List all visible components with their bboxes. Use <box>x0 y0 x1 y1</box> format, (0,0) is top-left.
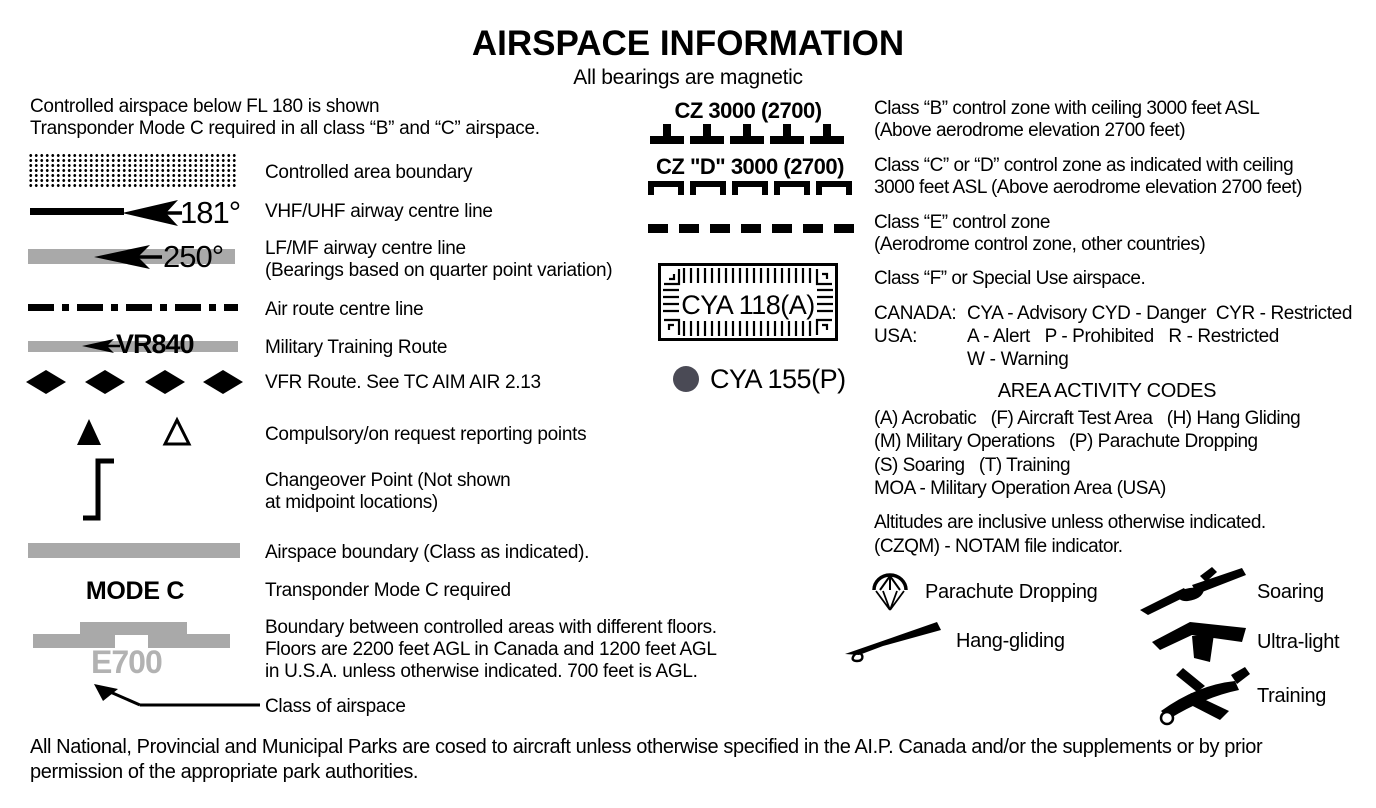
lfmf-bearing-value: 250° <box>163 239 224 274</box>
reporting-points-icon <box>68 416 198 448</box>
controlled-area-boundary-symbol <box>28 153 238 189</box>
changeover-point-icon <box>78 457 126 525</box>
changeover-label-1: Changeover Point (Not shown <box>265 470 511 491</box>
soaring-label: Soaring <box>1257 581 1324 603</box>
floors-label-1: Boundary between controlled areas with different floors. <box>265 617 717 638</box>
air-route-line-symbol <box>28 304 238 311</box>
airspace-boundary-band-symbol <box>28 543 240 558</box>
class-b-desc-1: Class “B” control zone with ceiling 3000 feet ASL <box>874 98 1260 119</box>
ultralight-label: Ultra-light <box>1257 631 1340 653</box>
usa-codes-2: W - Warning <box>967 349 1069 370</box>
class-b-zone-boundary-symbol <box>650 124 846 144</box>
military-route-arrow-icon <box>80 337 120 355</box>
vhf-bearing-value: 181° <box>180 195 241 230</box>
reporting-points-label: Compulsory/on request reporting points <box>265 424 587 445</box>
activity-codes-1: (A) Acrobatic (F) Aircraft Test Area (H) Hang Gliding <box>874 408 1301 429</box>
class-f-point-circle-symbol <box>673 366 699 392</box>
glider-icon <box>1140 566 1248 616</box>
altitudes-note: Altitudes are inclusive unless otherwise indicated. <box>874 512 1266 533</box>
class-f-desc: Class “F” or Special Use airspace. <box>874 268 1146 289</box>
ultralight-icon <box>1150 620 1250 668</box>
lfmf-label: LF/MF airway centre line <box>265 238 466 259</box>
mode-c-label: Transponder Mode C required <box>265 580 511 601</box>
hang-glider-icon <box>845 622 943 662</box>
activity-codes-3: (S) Soaring (T) Training <box>874 455 1071 476</box>
military-route-code: VR840 <box>116 329 194 359</box>
floors-label-3: in U.S.A. unless otherwise indicated. 700 feet is AGL. <box>265 661 698 682</box>
page-title: AIRSPACE INFORMATION <box>471 24 905 63</box>
airspace-boundary-label: Airspace boundary (Class as indicated). <box>265 542 590 563</box>
hang-gliding-label: Hang-gliding <box>956 630 1065 652</box>
class-e-zone-boundary-symbol <box>648 224 854 233</box>
air-route-label: Air route centre line <box>265 299 424 320</box>
intro-line-2: Transponder Mode C required in all class “B” and “C” airspace. <box>30 118 540 139</box>
class-cd-desc-1: Class “C” or “D” control zone as indicated with ceiling <box>874 155 1294 176</box>
usa-label: USA: <box>874 326 918 347</box>
controlled-area-label: Controlled area boundary <box>265 162 473 183</box>
lfmf-note: (Bearings based on quarter point variation) <box>265 260 613 281</box>
class-of-airspace-label: Class of airspace <box>265 696 406 717</box>
class-e-desc-2: (Aerodrome control zone, other countries) <box>874 234 1206 255</box>
class-cd-zone-boundary-symbol <box>648 181 852 195</box>
intro-line-1: Controlled airspace below FL 180 is shown <box>30 96 380 117</box>
vfr-route-label: VFR Route. See TC AIM AIR 2.13 <box>265 372 541 393</box>
canada-codes: CYA - Advisory CYD - Danger CYR - Restricted <box>967 303 1352 324</box>
canada-label: CANADA: <box>874 303 957 324</box>
page-subtitle: All bearings are magnetic <box>573 66 803 89</box>
class-e-desc-1: Class “E” control zone <box>874 212 1050 233</box>
parachute-icon <box>872 572 908 612</box>
cz-class-d-label: CZ "D" 3000 (2700) <box>656 154 844 179</box>
vfr-route-diamonds-icon <box>24 369 244 395</box>
training-plane-icon <box>1155 665 1255 727</box>
activity-codes-2: (M) Military Operations (P) Parachute Dropping <box>874 431 1258 452</box>
floors-label-2: Floors are 2200 feet AGL in Canada and 1200 feet AGL <box>265 639 717 660</box>
class-of-airspace-arrow-icon <box>92 682 262 710</box>
vhf-label: VHF/UHF airway centre line <box>265 201 493 222</box>
parachute-label: Parachute Dropping <box>925 581 1098 603</box>
lfmf-arrow-icon <box>92 243 164 271</box>
footer-line-1: All National, Provincial and Municipal Parks are cosed to aircraft unless otherwise specified in the AI.P. Canada and/or the supplements or by prior <box>30 736 1263 758</box>
class-f-point-code: CYA 155(P) <box>710 364 846 394</box>
usa-codes: A - Alert P - Prohibited R - Restricted <box>967 326 1279 347</box>
class-cd-desc-2: 3000 feet ASL (Above aerodrome elevation 2700 feet) <box>874 177 1302 198</box>
class-f-area-code: CYA 118(A) <box>681 290 815 320</box>
airspace-class-code: E700 <box>91 644 162 680</box>
area-activity-codes-title: AREA ACTIVITY CODES <box>997 380 1217 402</box>
vhf-airway-line-symbol <box>30 208 124 215</box>
cz-class-b-label: CZ 3000 (2700) <box>674 98 822 123</box>
changeover-label-2: at midpoint locations) <box>265 492 438 513</box>
class-b-desc-2: (Above aerodrome elevation 2700 feet) <box>874 120 1186 141</box>
notam-note: (CZQM) - NOTAM file indicator. <box>874 536 1123 557</box>
military-route-label: Military Training Route <box>265 337 448 358</box>
mode-c-symbol: MODE C <box>85 577 185 605</box>
activity-codes-4: MOA - Military Operation Area (USA) <box>874 478 1166 499</box>
footer-line-2: permission of the appropriate park authorities. <box>30 761 419 783</box>
vhf-arrow-icon <box>120 197 182 229</box>
training-label: Training <box>1257 685 1327 707</box>
